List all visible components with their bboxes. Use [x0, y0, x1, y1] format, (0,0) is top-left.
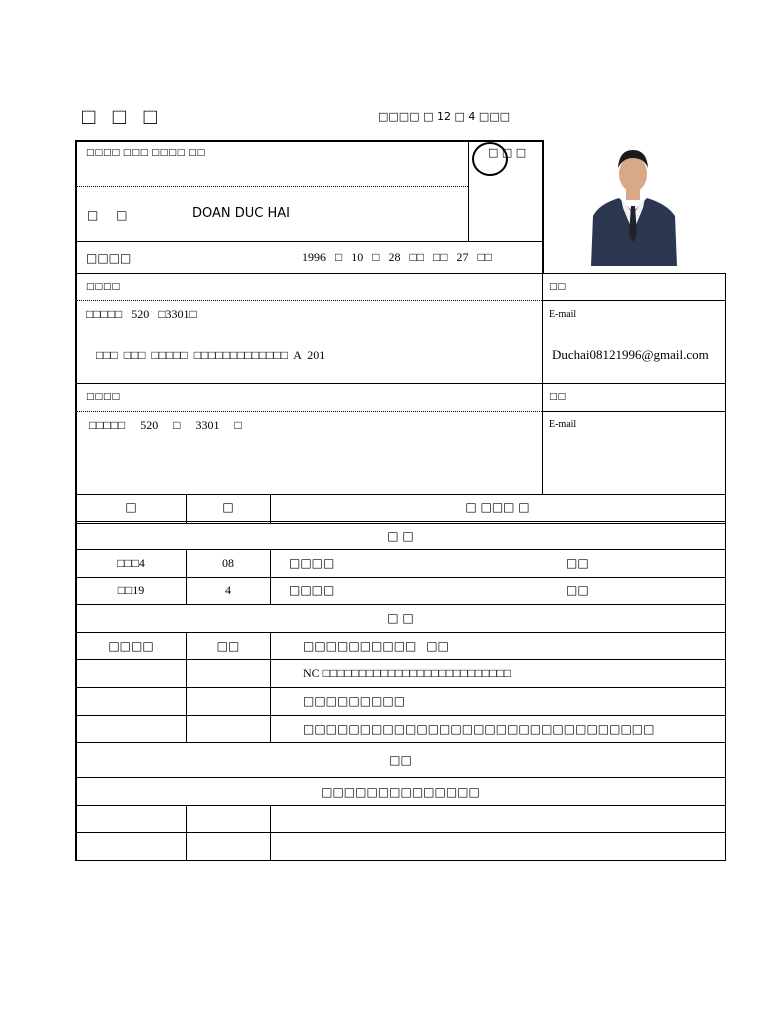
- row-line: [75, 659, 726, 660]
- furigana-divider: [76, 186, 468, 187]
- col-divider-a-blank: [186, 805, 187, 860]
- address-mid-line: [75, 383, 726, 384]
- col-divider-a-edu: [186, 549, 187, 604]
- tel1-label: □□: [549, 282, 567, 292]
- email1-value: Duchai08121996@gmail.com: [552, 347, 709, 362]
- section-other-note: □□□□□□□□□□□□□□: [321, 785, 480, 799]
- seal-label: □ □ □: [488, 146, 527, 159]
- edu-row-1-status: □□: [566, 556, 589, 570]
- col-divider-b-blank: [270, 805, 271, 860]
- left-border-mid: [75, 273, 77, 523]
- history-header-line-2: [75, 523, 726, 524]
- name-value: DOAN DUC HAI: [192, 206, 291, 221]
- birth-value: 1996 □ 10 □ 28 □□ □□ 27 □□: [302, 250, 492, 264]
- person-photo-icon: [589, 142, 678, 266]
- address-top-line: [75, 273, 726, 274]
- edu-row-2-month: 4: [225, 583, 231, 597]
- col-year-header: □: [125, 500, 137, 514]
- email1-label: E-mail: [549, 309, 577, 320]
- col-divider-b-edu: [270, 549, 271, 604]
- tel2-divider: [542, 411, 726, 412]
- seal-divider: [468, 140, 469, 241]
- row-line: [75, 805, 726, 806]
- tel2-label: □□: [549, 392, 567, 402]
- work-row-2-detail: NC □□□□□□□□□□□□□□□□□□□□□□□□□□: [303, 666, 512, 680]
- email2-label: E-mail: [549, 419, 577, 430]
- row-line: [75, 832, 726, 833]
- document-date: □□□□ □ 12 □ 4 □□□: [378, 110, 511, 123]
- seal-circle-icon: [472, 142, 508, 176]
- edu-row-2-detail: □□□□: [289, 583, 335, 597]
- history-bottom-line: [75, 860, 726, 861]
- col-divider-a-work: [186, 632, 187, 742]
- row-line: [75, 742, 726, 743]
- work-row-1-year: □□□□: [108, 639, 154, 653]
- row-line: [75, 777, 726, 778]
- row-line: [75, 604, 726, 605]
- history-header-line-1: [75, 521, 726, 522]
- edu-row-2-status: □□: [566, 583, 589, 597]
- name-label: □ □: [87, 208, 128, 222]
- page-title: □ □ □: [82, 104, 163, 129]
- address1-street: □□□ □□□ □□□□□ □□□□□□□□□□□□□ A 201: [96, 348, 326, 362]
- row-line: [75, 632, 726, 633]
- edu-row-1-month: 08: [222, 556, 234, 570]
- section-other: □□: [389, 753, 412, 767]
- edu-row-1-detail: □□□□: [289, 556, 335, 570]
- row-line: [75, 715, 726, 716]
- row-line: [75, 549, 726, 550]
- addr2-furigana-divider: [76, 411, 542, 412]
- section-education: □ □: [387, 529, 414, 543]
- edu-row-2-year: □□19: [117, 583, 145, 597]
- col-divider-b-work: [270, 632, 271, 742]
- birth-label: □□□□: [86, 251, 132, 265]
- right-border-mid: [725, 273, 726, 523]
- work-row-3-detail: □□□□□□□□□: [303, 694, 406, 708]
- history-top-line: [75, 494, 726, 495]
- row-line: [75, 687, 726, 688]
- row-line: [75, 577, 726, 578]
- furigana-label: □□□□ □□□ □□□□ □□: [86, 148, 206, 158]
- top-border: [75, 140, 543, 142]
- name-bottom-line: [75, 241, 543, 242]
- address1-postal: □□□□□ 520 □3301□: [86, 307, 197, 321]
- col-detail-header: □ □□□ □: [465, 500, 530, 514]
- profile-photo: [589, 142, 678, 266]
- left-border-top: [75, 140, 77, 274]
- tel1-divider: [542, 300, 726, 301]
- work-row-4-detail: □□□□□□□□□□□□□□□□□□□□□□□□□□□□□□□: [303, 722, 655, 736]
- section-work: □ □: [387, 611, 414, 625]
- col-month-header: □: [222, 500, 234, 514]
- address1-furigana-label: □□□□: [86, 282, 121, 292]
- address2-postal: □□□□□ 520 □ 3301 □: [89, 418, 242, 432]
- work-row-1-month: □□: [216, 639, 240, 653]
- right-border-top: [542, 140, 544, 274]
- work-row-1-detail: □□□□□□□□□□ □□: [303, 639, 449, 653]
- addr1-furigana-divider: [76, 300, 542, 301]
- address2-furigana-label: □□□□: [86, 392, 121, 402]
- edu-row-1-year: □□□4: [117, 556, 145, 570]
